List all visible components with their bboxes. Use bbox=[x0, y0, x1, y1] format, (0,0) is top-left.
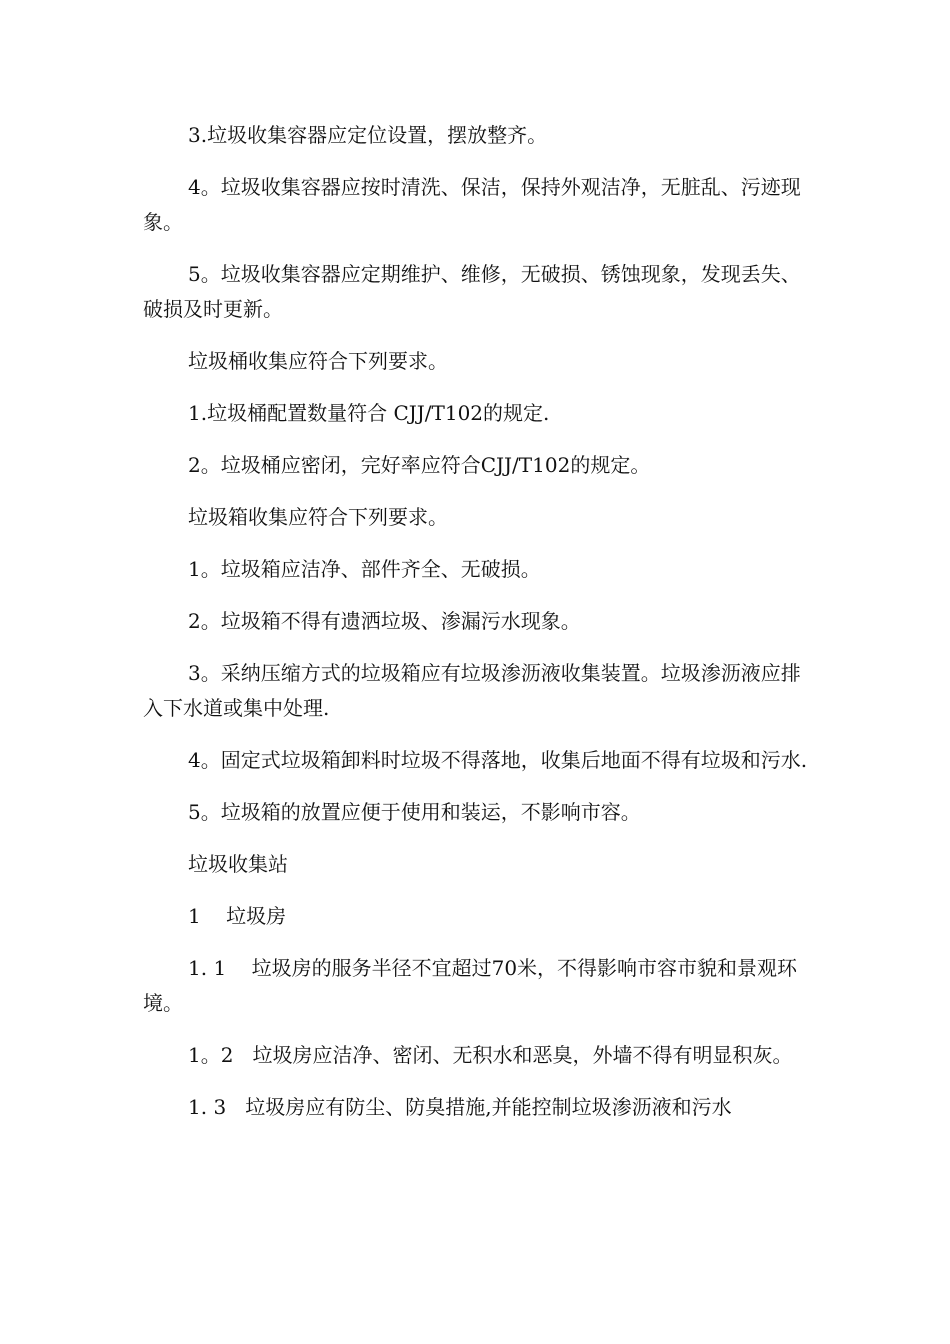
paragraph-container-item-4: 4。垃圾收集容器应按时清洗、保洁，保持外观洁净，无脏乱、污迹现象。 bbox=[143, 175, 801, 234]
paragraph-bin-heading: 垃圾桶收集应符合下列要求。 bbox=[188, 349, 448, 373]
paragraph-room-item-1-1: 1. 1 垃圾房的服务半径不宜超过70米，不得影响市容市貌和景观环境。 bbox=[143, 956, 798, 1015]
document-body bbox=[143, 118, 813, 1142]
paragraph-container-item-3: 3.垃圾收集容器应定位设置，摆放整齐。 bbox=[188, 123, 548, 147]
paragraph-bin-item-2: 2。垃圾桶应密闭，完好率应符合CJJ/T102的规定。 bbox=[188, 453, 651, 477]
paragraph-box-item-5: 5。垃圾箱的放置应便于使用和装运，不影响市容。 bbox=[188, 800, 641, 824]
paragraph-room-heading: 1 垃圾房 bbox=[188, 904, 287, 928]
paragraph-box-item-4: 4。固定式垃圾箱卸料时垃圾不得落地，收集后地面不得有垃圾和污水. bbox=[188, 748, 808, 772]
paragraph-container-item-5: 5。垃圾收集容器应定期维护、维修，无破损、锈蚀现象，发现丢失、破损及时更新。 bbox=[143, 262, 801, 321]
paragraph-box-item-1: 1。垃圾箱应洁净、部件齐全、无破损。 bbox=[188, 557, 541, 581]
paragraph-box-heading: 垃圾箱收集应符合下列要求。 bbox=[188, 505, 448, 529]
paragraph-box-item-3: 3。采纳压缩方式的垃圾箱应有垃圾渗沥液收集装置。垃圾渗沥液应排入下水道或集中处理. bbox=[143, 661, 801, 720]
paragraph-box-item-2: 2。垃圾箱不得有遗洒垃圾、渗漏污水现象。 bbox=[188, 609, 581, 633]
paragraph-bin-item-1: 1.垃圾桶配置数量符合 CJJ/T102的规定. bbox=[188, 401, 550, 425]
paragraph-station-heading: 垃圾收集站 bbox=[188, 852, 288, 876]
paragraph-room-item-1-2: 1。2 垃圾房应洁净、密闭、无积水和恶臭，外墙不得有明显积灰。 bbox=[188, 1043, 793, 1067]
paragraph-room-item-1-3: 1. 3 垃圾房应有防尘、防臭措施,并能控制垃圾渗沥液和污水 bbox=[188, 1095, 732, 1119]
